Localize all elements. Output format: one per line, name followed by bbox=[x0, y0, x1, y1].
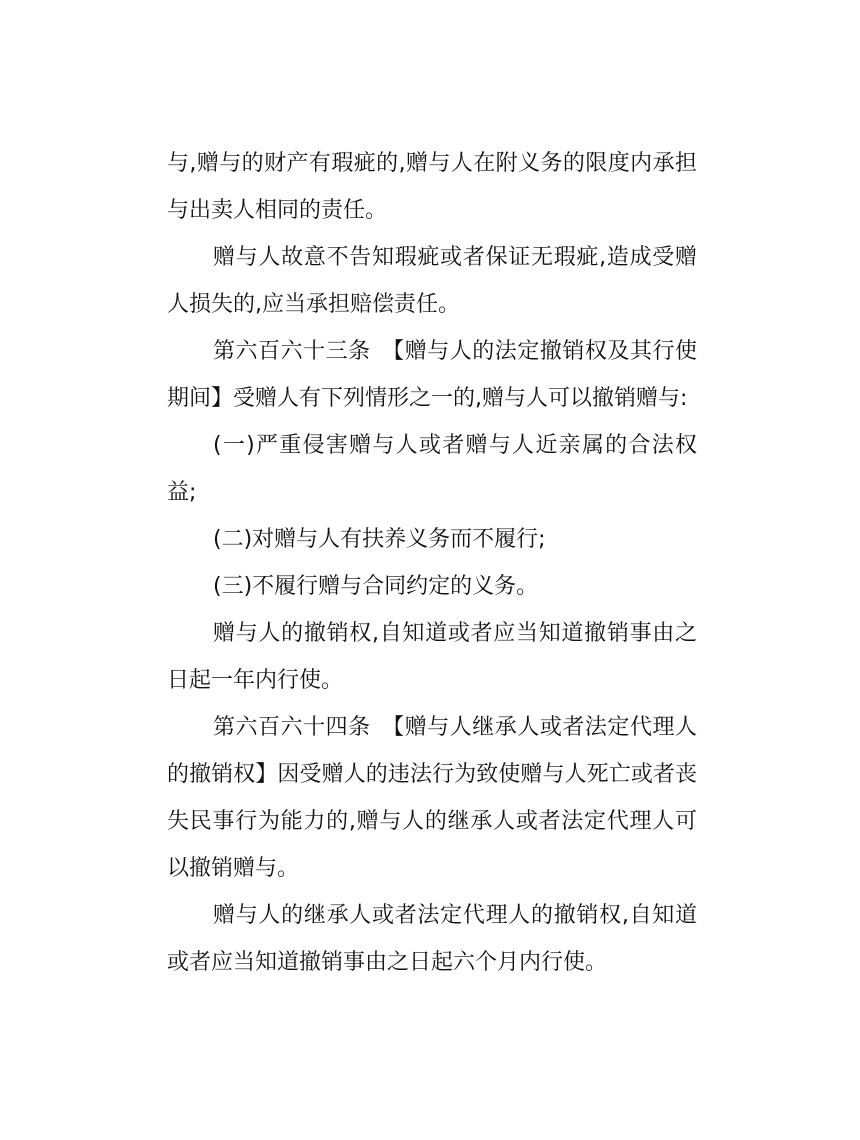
list-item-1: (一)严重侵害赠与人或者赠与人近亲属的合法权益; bbox=[167, 433, 697, 505]
article-663-heading: 第六百六十三条 【赠与人的法定撤销权及其行使期间】受赠人有下列情形之一的,赠与人可以撤销赠与: bbox=[167, 339, 697, 411]
paragraph-2: 赠与人故意不告知瑕疵或者保证无瑕疵,造成受赠人损失的,应当承担赔偿责任。 bbox=[167, 245, 697, 317]
paragraph-1: 与,赠与的财产有瑕疵的,赠与人在附义务的限度内承担与出卖人相同的责任。 bbox=[167, 151, 697, 223]
article-664-heading: 第六百六十四条 【赠与人继承人或者法定代理人的撤销权】因受赠人的违法行为致使赠与人死亡或者丧失民事行为能力的,赠与人的继承人或者法定代理人可以撤销赠与。 bbox=[167, 715, 697, 881]
list-item-2: (二)对赠与人有扶养义务而不履行; bbox=[213, 527, 546, 552]
paragraph-heir-revocation-period: 赠与人的继承人或者法定代理人的撤销权,自知道或者应当知道撤销事由之日起六个月内行使。 bbox=[167, 903, 697, 975]
paragraph-revocation-period: 赠与人的撤销权,自知道或者应当知道撤销事由之日起一年内行使。 bbox=[167, 621, 697, 693]
list-item-3: (三)不履行赠与合同约定的义务。 bbox=[213, 574, 539, 599]
document-body bbox=[167, 140, 697, 986]
